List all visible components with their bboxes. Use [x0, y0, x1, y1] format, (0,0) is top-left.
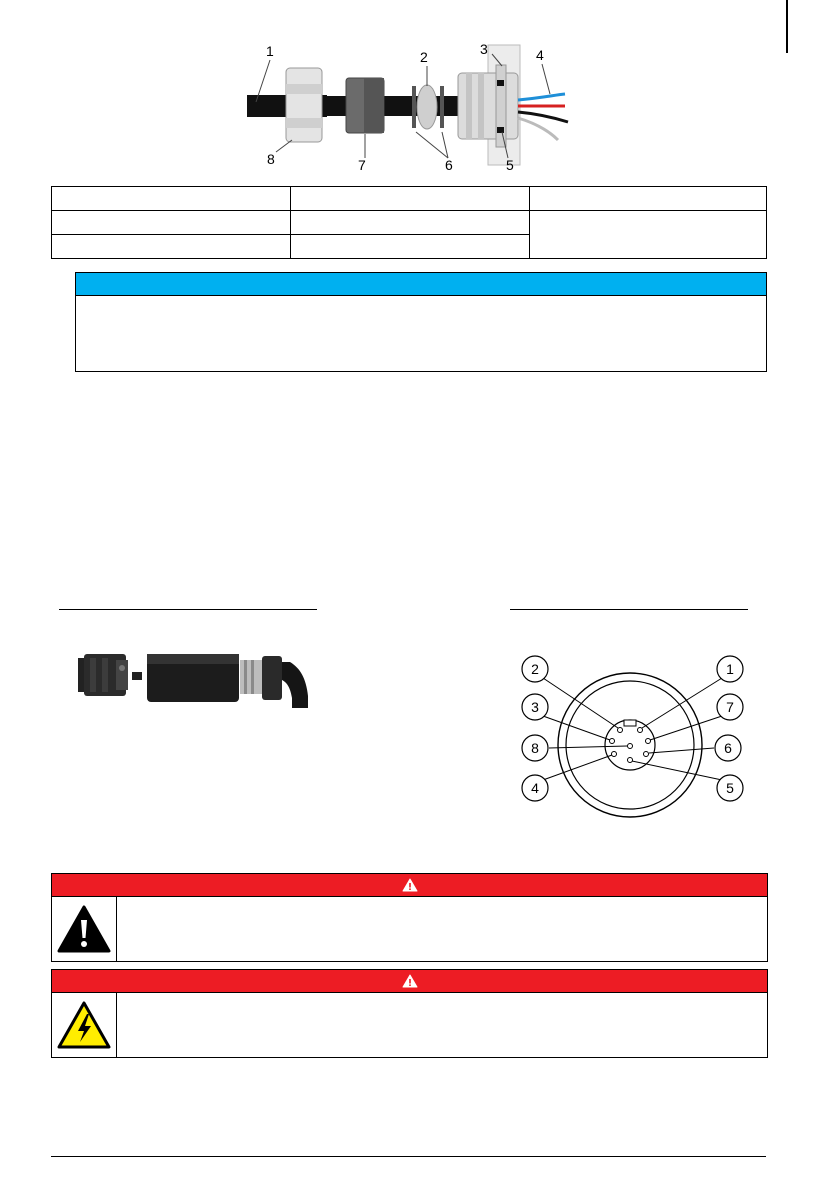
- pin-label-2: 2: [531, 661, 539, 677]
- callout-3: 3: [480, 41, 488, 57]
- wires: [518, 94, 568, 140]
- table-cell: [530, 187, 767, 211]
- gland-nut: [286, 68, 322, 142]
- pin-label-4: 4: [531, 780, 539, 796]
- cable-gland-figure: [240, 40, 580, 175]
- gland-body: [458, 65, 518, 147]
- section-rule-right: [510, 609, 748, 610]
- danger-header: [52, 970, 767, 993]
- danger-header: [52, 874, 767, 897]
- callout-5: 5: [506, 157, 514, 173]
- pin-label-8: 8: [531, 740, 539, 756]
- section-rule-left: [59, 609, 317, 610]
- margin-tab-mark: [786, 0, 788, 53]
- warning-triangle-icon: [402, 878, 418, 892]
- pinout-contacts: [610, 728, 651, 763]
- callout-8: 8: [267, 151, 275, 167]
- connector-plug: [78, 654, 142, 696]
- danger-icon-cell: [52, 993, 117, 1057]
- connector-sleeve: [147, 654, 239, 702]
- table-cell: [530, 211, 767, 259]
- danger-body: [52, 897, 767, 961]
- callout-6: 6: [445, 157, 453, 173]
- table-cell: [291, 235, 530, 259]
- danger-box-electrical: [51, 969, 768, 1058]
- callout-1: 1: [266, 43, 274, 59]
- washer-left: [412, 86, 416, 128]
- notice-box: [75, 272, 767, 372]
- table-cell: [52, 187, 291, 211]
- callout-legend-table: [51, 186, 767, 259]
- table-row: [52, 211, 767, 235]
- table-cell: [52, 211, 291, 235]
- pin-label-1: 1: [726, 661, 734, 677]
- table-cell: [52, 235, 291, 259]
- connector-pinout-figure: [514, 650, 754, 820]
- connector-photo: [76, 648, 312, 710]
- callout-7: 7: [358, 157, 366, 173]
- footer-rule: [51, 1156, 766, 1157]
- cable-core: [320, 96, 480, 116]
- gland-seal: [346, 78, 384, 133]
- table-cell: [291, 211, 530, 235]
- warning-triangle-icon: [402, 974, 418, 988]
- sealing-ring: [417, 85, 437, 129]
- notice-header: [76, 273, 766, 296]
- danger-body: [52, 993, 767, 1057]
- exclamation-hazard-icon: [56, 904, 112, 954]
- pin-label-7: 7: [726, 699, 734, 715]
- pin-label-6: 6: [724, 740, 732, 756]
- table-row: [52, 187, 767, 211]
- callout-2: 2: [420, 49, 428, 65]
- table-cell: [291, 187, 530, 211]
- connector-nut: [240, 656, 282, 700]
- pin-label-5: 5: [726, 780, 734, 796]
- danger-icon-cell: [52, 897, 117, 961]
- electrical-hazard-icon: [56, 1000, 112, 1050]
- danger-box-general: [51, 873, 768, 962]
- washer-right: [440, 86, 444, 128]
- pinout-key: [624, 720, 636, 726]
- pin-label-3: 3: [531, 699, 539, 715]
- callout-4: 4: [536, 47, 544, 63]
- connector-cable: [282, 662, 308, 708]
